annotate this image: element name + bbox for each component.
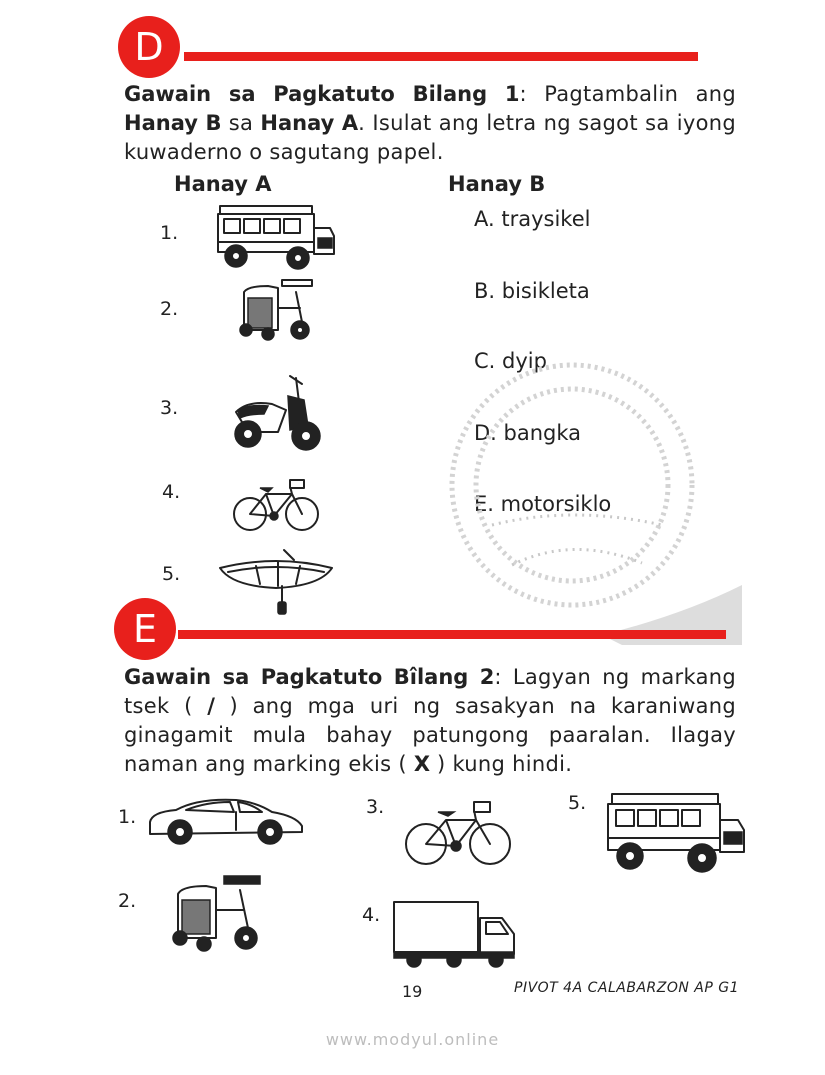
motorcycle-icon bbox=[228, 370, 324, 458]
bicycle-icon bbox=[402, 800, 514, 866]
choice-b: B. bisikleta bbox=[474, 279, 590, 303]
check-mark: / bbox=[207, 694, 215, 718]
footer-reference: PIVOT 4A CALABARZON AP G1 bbox=[514, 980, 740, 996]
item-number: 2. bbox=[160, 298, 179, 320]
section-d-rule bbox=[184, 52, 698, 61]
tricycle-icon bbox=[238, 278, 322, 348]
tricycle-icon bbox=[170, 874, 270, 958]
boat-icon bbox=[216, 548, 336, 616]
page-number: 19 bbox=[402, 982, 423, 1001]
section-e-rule bbox=[178, 630, 726, 639]
item-number: 1. bbox=[160, 222, 179, 244]
activity-1-instructions: Gawain sa Pagkatuto Bilang 1: Pagtambalin ang Hanay B sa Hanay A. Isulat ang letra ng sagot sa iyong kuwaderno o sagutang papel. bbox=[124, 82, 736, 164]
choice-e: E. motorsiklo bbox=[474, 492, 612, 516]
section-d-badge bbox=[118, 16, 180, 78]
column-a-header: Hanay A bbox=[174, 172, 272, 196]
website-watermark: www.modyul.online bbox=[325, 1030, 500, 1049]
activity-1-title: Gawain sa Pagkatuto Bilang 1 bbox=[124, 82, 520, 106]
bicycle-icon bbox=[230, 478, 322, 534]
item-number: 5. bbox=[162, 563, 181, 585]
choice-d: D. bangka bbox=[474, 421, 582, 445]
item-number: 1. bbox=[118, 806, 137, 828]
activity-2-title: Gawain sa Pagkatuto Bîlang 2 bbox=[124, 665, 495, 689]
school-seal-stamp bbox=[402, 335, 742, 645]
section-e-badge bbox=[114, 598, 176, 660]
item-number: 4. bbox=[362, 904, 381, 926]
choice-a: A. traysikel bbox=[474, 207, 591, 231]
jeepney-icon bbox=[214, 202, 338, 272]
section-d-letter: D bbox=[134, 25, 164, 69]
item-number: 4. bbox=[162, 481, 181, 503]
truck-icon bbox=[390, 900, 520, 968]
car-icon bbox=[146, 796, 306, 848]
item-number: 5. bbox=[568, 792, 587, 814]
x-mark: X bbox=[413, 752, 431, 776]
item-number: 2. bbox=[118, 890, 137, 912]
item-number: 3. bbox=[160, 397, 179, 419]
column-b-header: Hanay B bbox=[448, 172, 546, 196]
choice-c: C. dyip bbox=[474, 349, 547, 373]
activity-2-instructions: Gawain sa Pagkatuto Bîlang 2: Lagyan ng markang tsek ( / ) ang mga uri ng sasakyan na karaniwang ginagamit mula bahay patungong paaralan. Ilagay naman ang marking ekis ( X ) kung hindi. bbox=[124, 665, 737, 776]
jeepney-icon bbox=[604, 790, 748, 876]
item-number: 3. bbox=[366, 796, 385, 818]
section-e-letter: E bbox=[132, 607, 157, 651]
